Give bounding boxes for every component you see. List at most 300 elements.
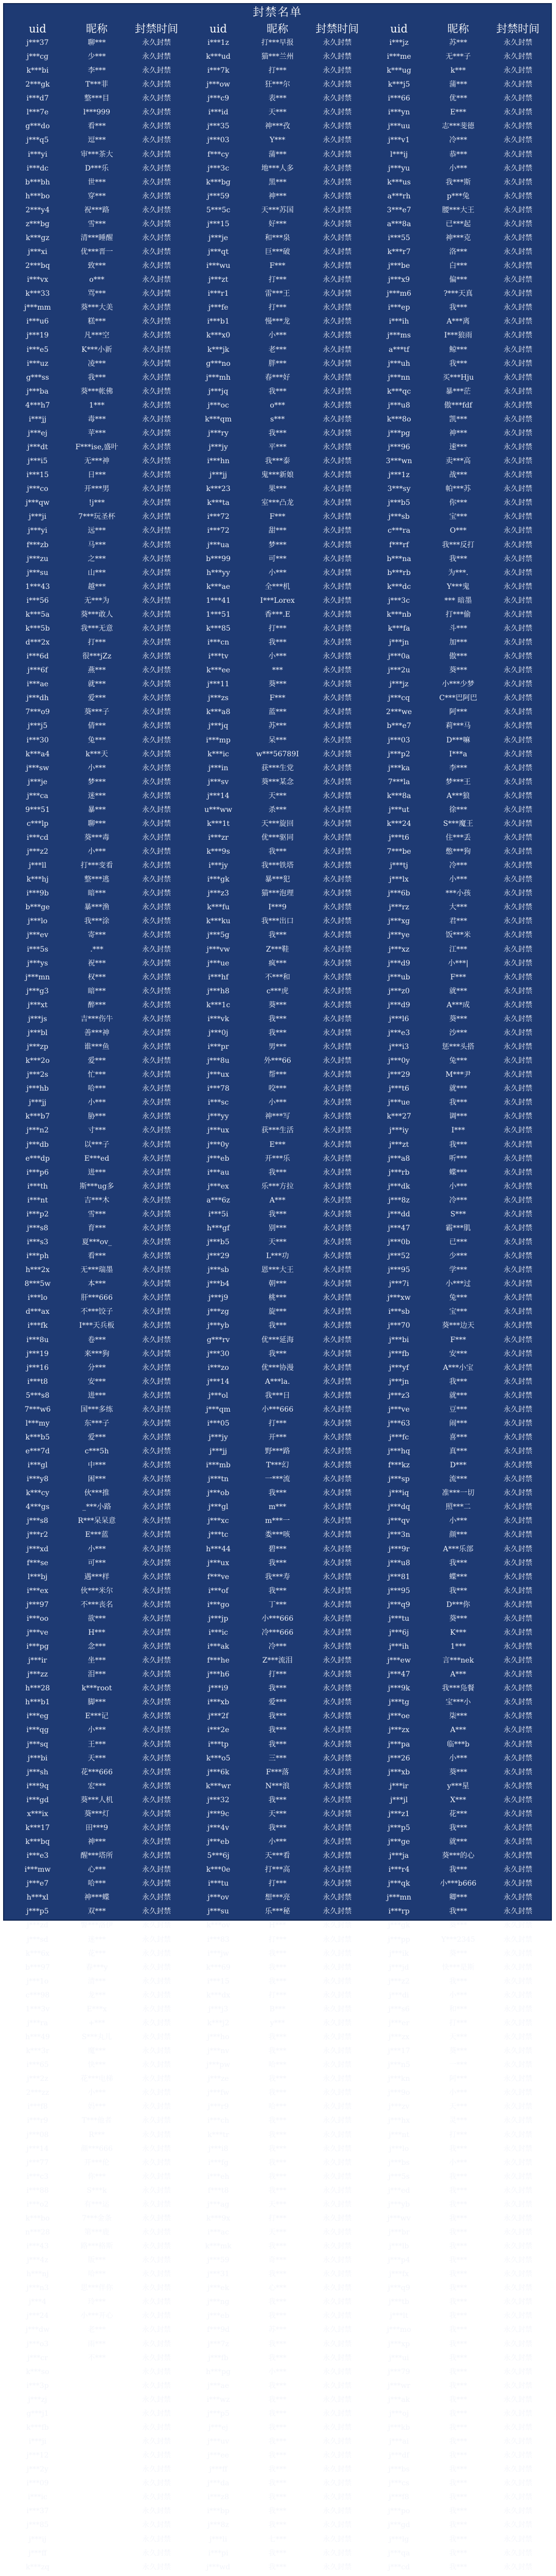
ban-time-cell: 永久封禁 — [323, 1071, 352, 1079]
ban-time-cell: 永久封禁 — [142, 1071, 171, 1079]
nickname-cell: 外***66 — [264, 1057, 291, 1065]
uid-cell: k***ku — [206, 917, 231, 926]
uid-cell: k***bg — [206, 178, 231, 187]
nickname-cell: 雨*** — [88, 2340, 106, 2348]
nickname-cell: 好*** — [268, 219, 287, 228]
nickname-cell: 葵*** — [449, 2047, 467, 2056]
nickname-cell: 哈*** — [268, 2103, 287, 2111]
uid-cell: j***iq — [389, 1489, 409, 1498]
ban-time-cell: 永久封禁 — [503, 2214, 532, 2223]
ban-time-cell: 永久封禁 — [323, 1028, 352, 1037]
nickname-cell: 我*** — [449, 2395, 467, 2404]
nickname-cell: 我*** — [268, 2312, 287, 2320]
table-row — [7, 887, 549, 901]
nickname-cell: F***ise,盛叶 — [75, 443, 118, 452]
uid-cell: f***ve — [207, 1572, 230, 1581]
uid-cell: i***xb — [207, 1698, 230, 1707]
nickname-cell: 甜*** — [268, 527, 287, 535]
table-row — [7, 190, 549, 204]
uid-cell: j***dt — [27, 443, 48, 452]
nickname-cell: 天*** — [268, 1809, 287, 1818]
nickname-cell: 七*** — [268, 2535, 287, 2544]
nickname-cell: _***小路 — [82, 1503, 111, 1512]
nickname-cell: 优***晋一 — [80, 248, 113, 257]
nickname-cell: 乐***方拉 — [261, 1182, 294, 1191]
uid-cell: j***oe — [388, 1712, 410, 1721]
nickname-cell: M***尹 — [445, 1071, 471, 1079]
nickname-cell: 我*** — [449, 2409, 467, 2418]
table-row — [7, 1821, 549, 1835]
table-row — [7, 427, 549, 440]
uid-cell: j***su — [207, 1907, 229, 1916]
nickname-cell: 我*** — [268, 2353, 287, 2362]
nickname-cell: 兔*** — [88, 736, 106, 744]
ban-time-cell: 永久封禁 — [142, 1014, 171, 1023]
uid-cell: j***6f — [27, 666, 48, 675]
nickname-cell: 忙*** — [88, 1071, 106, 1079]
ban-time-cell: 永久封禁 — [323, 596, 352, 605]
ban-time-cell: 永久封禁 — [142, 1363, 171, 1372]
ban-time-cell: 永久封禁 — [323, 931, 352, 940]
nickname-cell: 冷*** — [268, 1642, 287, 1651]
nickname-cell: 我*** — [268, 2549, 287, 2557]
uid-cell: j***03 — [207, 136, 230, 145]
uid-cell: k***dx — [206, 1991, 231, 1999]
nickname-cell: 无***为 — [84, 596, 110, 605]
uid-cell: j***m6 — [387, 290, 411, 298]
nickname-cell — [68, 2463, 126, 2477]
ban-time-cell: 永久封禁 — [142, 1503, 171, 1512]
uid-cell: j***f8 — [389, 2493, 409, 2502]
uid-cell: j***mo — [387, 2326, 411, 2334]
nickname-cell: 你*** — [449, 499, 467, 507]
ban-time-cell: 永久封禁 — [503, 2535, 532, 2544]
ban-time-cell: 永久封禁 — [142, 66, 171, 75]
ban-time-cell: 永久封禁 — [323, 136, 352, 145]
ban-time-cell: 永久封禁 — [503, 1726, 532, 1735]
nickname-cell: *** 暗墨 — [444, 596, 472, 605]
uid-cell: j***47 — [388, 1670, 410, 1679]
nickname-cell: m*** — [268, 1503, 287, 1512]
nickname-cell: F*** — [269, 694, 286, 703]
ban-time-cell — [126, 2574, 187, 2576]
nickname-cell: 有***运 — [84, 2200, 110, 2209]
uid-cell: j***q9 — [388, 2284, 410, 2293]
nickname-cell: 不***丧名 — [80, 1600, 113, 1609]
ban-time-cell: 永久封禁 — [323, 624, 352, 633]
nickname-cell — [68, 2477, 126, 2490]
ban-time-cell: 永久封禁 — [503, 596, 532, 605]
nickname-cell: 山*** — [88, 568, 106, 577]
nickname-cell: 惩***头搭 — [442, 1043, 475, 1052]
ban-time-cell: 永久封禁 — [503, 53, 532, 61]
uid-cell: j***cg — [26, 53, 49, 61]
table-row — [7, 2198, 549, 2212]
uid-cell: j***d9 — [388, 1001, 410, 1009]
nickname-cell: 葵***边天 — [442, 1321, 475, 1330]
nickname-cell: 我*** — [268, 2298, 287, 2307]
uid-cell: j***nt — [389, 2130, 409, 2139]
table-row — [7, 594, 549, 608]
ban-time-cell: 永久封禁 — [503, 2144, 532, 2153]
table-row — [7, 859, 549, 873]
uid-cell: i***c3 — [26, 2172, 49, 2181]
ban-time-cell: 永久封禁 — [323, 1991, 352, 1999]
table-row — [7, 1417, 549, 1431]
ban-time-cell: 永久封禁 — [503, 1545, 532, 1553]
nickname-cell: 小***少梦 — [442, 680, 475, 689]
ban-time-cell: 永久封禁 — [323, 903, 352, 912]
nickname-cell: 李*** — [449, 764, 467, 772]
uid-cell: j***jj — [209, 1447, 228, 1456]
nickname-cell: 葵*** — [449, 666, 467, 675]
ban-time-cell: 永久封禁 — [503, 2451, 532, 2460]
uid-cell: j***77 — [26, 2158, 49, 2167]
uid-cell: i***dc — [26, 164, 49, 173]
nickname-cell: 雪*** — [88, 1210, 106, 1218]
nickname-cell: 来***狗 — [84, 1349, 110, 1358]
nickname-cell: 看*** — [88, 122, 106, 131]
nickname-cell: 我*** — [268, 1014, 287, 1023]
nickname-cell: 神***克 — [445, 233, 471, 242]
uid-cell: j***t6 — [389, 1084, 409, 1093]
uid-cell: j***i8 — [208, 2144, 229, 2153]
nickname-cell: 优***驱同 — [261, 833, 294, 842]
uid-cell: b***rb — [387, 568, 411, 577]
ban-time-cell: 永久封禁 — [142, 471, 171, 480]
nickname-cell: 蒲*** — [268, 150, 287, 159]
ban-time-cell: 永久封禁 — [323, 2172, 352, 2181]
nickname-cell: 以***子 — [84, 1140, 110, 1149]
ban-time-cell: 永久封禁 — [503, 2367, 532, 2376]
table-row — [7, 1305, 549, 1319]
uid-cell: k***27 — [387, 1112, 411, 1121]
ban-time-cell: 永久封禁 — [142, 2535, 171, 2544]
ban-time-cell: 永久封禁 — [503, 2242, 532, 2251]
nickname-cell: 哈*** — [88, 1084, 106, 1093]
uid-cell: i***9q — [26, 1782, 49, 1790]
nickname-cell: 男*** — [268, 1043, 287, 1052]
uid-cell: i***78 — [207, 1084, 230, 1093]
ban-time-cell: 永久封禁 — [503, 945, 532, 954]
uid-cell: g***j1 — [26, 2409, 49, 2418]
ban-time-cell: 永久封禁 — [503, 136, 532, 145]
uid-cell: j***ji — [28, 513, 47, 521]
ban-time-cell: 永久封禁 — [503, 2047, 532, 2056]
uid-cell: i***ep — [388, 303, 410, 312]
ban-time-cell: 永久封禁 — [503, 192, 532, 200]
nickname-cell: 我*** — [449, 2228, 467, 2236]
nickname-cell: 越*** — [88, 582, 106, 591]
uid-cell: j***z3 — [388, 1391, 410, 1400]
ban-time-cell: 永久封禁 — [503, 1866, 532, 1874]
uid-cell: l***7e — [26, 108, 49, 117]
nickname-cell — [68, 2365, 126, 2379]
nickname-cell: 朝*** — [268, 1280, 287, 1289]
uid-cell: j***sw — [26, 764, 49, 772]
ban-time-cell: 永久封禁 — [323, 276, 352, 284]
ban-time-cell: 永久封禁 — [503, 387, 532, 396]
ban-time-cell: 永久封禁 — [142, 2284, 171, 2293]
ban-time-cell: 永久封禁 — [323, 1335, 352, 1344]
nickname-cell: 醉*** — [88, 1001, 106, 1009]
nickname-cell: 沙*** — [449, 1028, 467, 1037]
nickname-cell: 室***凸龙 — [261, 499, 294, 507]
nickname-cell: 获***生党 — [261, 764, 294, 772]
ban-time-cell: 永久封禁 — [323, 1949, 352, 1958]
uid-cell: i***e5 — [26, 345, 49, 354]
ban-time-cell: 永久封禁 — [503, 1224, 532, 1232]
ban-time-cell: 永久封禁 — [503, 499, 532, 507]
ban-time-cell: 永久封禁 — [503, 2284, 532, 2293]
ban-time-cell: 永久封禁 — [323, 791, 352, 800]
uid-cell: i***5s — [27, 945, 48, 954]
uid-cell: j***ge — [388, 1838, 410, 1846]
ban-time-cell: 永久封禁 — [503, 1349, 532, 1358]
nickname-cell: S*** — [450, 1210, 466, 1218]
nickname-cell: 果*** — [268, 485, 287, 494]
uid-cell: i***gd — [26, 1795, 49, 1804]
uid-cell: j***97 — [26, 1600, 49, 1609]
uid-cell: j***15 — [207, 219, 230, 228]
ban-time-cell: 永久封禁 — [142, 1795, 171, 1804]
table-row — [7, 943, 549, 957]
ban-time-cell: 永久封禁 — [503, 1907, 532, 1916]
uid-cell: j***9k — [388, 1684, 410, 1693]
ban-time-cell: 永久封禁 — [323, 1782, 352, 1790]
nickname-cell: 豆*** — [449, 1405, 467, 1414]
nickname-cell: 少*** — [449, 1252, 467, 1261]
ban-time-cell: 永久封禁 — [142, 2214, 171, 2223]
ban-time-cell: 永久封禁 — [142, 2061, 171, 2070]
nickname-cell: 天*** — [268, 2200, 287, 2209]
uid-cell: j***in — [208, 764, 229, 772]
uid-cell: i***8u — [26, 1335, 49, 1344]
uid-cell: i***mp — [206, 736, 231, 744]
nickname-cell: 骂*** — [88, 290, 106, 298]
uid-cell: 1***41 — [206, 596, 231, 605]
ban-time-cell: 永久封禁 — [142, 1768, 171, 1776]
header-uid: uid — [210, 23, 227, 35]
uid-cell: 9***51 — [25, 805, 50, 814]
table-header — [7, 22, 549, 36]
ban-time-cell: 永久封禁 — [323, 1112, 352, 1121]
ban-time-cell: 永久封禁 — [142, 861, 171, 870]
uid-cell: i***65 — [26, 2061, 49, 2070]
uid-cell: b***bh — [25, 178, 50, 187]
ban-time-cell: 永久封禁 — [323, 1572, 352, 1581]
nickname-cell: 小*** — [268, 331, 287, 340]
ban-time-cell: 永久封禁 — [323, 2103, 352, 2111]
table-row — [7, 413, 549, 427]
nickname-cell: 洛*** — [449, 248, 467, 257]
nickname-cell: 神***写 — [265, 1112, 290, 1121]
uid-cell: j***z0 — [388, 987, 410, 995]
uid-cell: k***6x — [25, 1949, 50, 1958]
ban-time-cell: 永久封禁 — [142, 401, 171, 410]
uid-cell: j***3c — [388, 596, 410, 605]
ban-time-cell: 永久封禁 — [142, 889, 171, 898]
ban-time-cell: 永久封禁 — [142, 457, 171, 466]
ban-time-cell: 永久封禁 — [503, 471, 532, 480]
ban-time-cell: 永久封禁 — [503, 1461, 532, 1470]
uid-cell: j***lo — [389, 2144, 409, 2153]
nickname-cell: 版*** — [88, 2256, 106, 2265]
uid-cell: 2***zz — [26, 2089, 49, 2097]
ban-time-cell: 永久封禁 — [323, 554, 352, 563]
uid-cell: j***br — [388, 2228, 410, 2236]
ban-time-cell: 永久封禁 — [323, 1879, 352, 1888]
nickname-cell: 我*** — [449, 1907, 467, 1916]
ban-time-cell: 永久封禁 — [142, 931, 171, 940]
nickname-cell: 迷*** — [88, 791, 106, 800]
uid-cell: j***9o — [388, 2089, 410, 2097]
table-row — [7, 1766, 549, 1780]
ban-time-cell: 永久封禁 — [142, 1726, 171, 1735]
nickname-cell: 我*** — [449, 2381, 467, 2390]
nickname-cell: 打*** — [268, 66, 287, 75]
nickname-cell: Y*** — [269, 136, 286, 145]
uid-cell: j***3c — [207, 164, 230, 173]
table-row — [7, 1640, 549, 1654]
uid-cell: 2***y4 — [25, 206, 50, 214]
ban-time-cell: 永久封禁 — [503, 2493, 532, 2502]
nickname-cell: 1*** — [89, 401, 105, 410]
uid-cell: j***cs — [388, 2479, 410, 2488]
ban-time-cell: 永久封禁 — [142, 1628, 171, 1637]
uid-cell: j***8z — [388, 1196, 410, 1205]
ban-time-cell: 永久封禁 — [323, 2130, 352, 2139]
ban-time-cell: 永久封禁 — [503, 1656, 532, 1665]
ban-time-cell: 永久封禁 — [142, 1140, 171, 1149]
nickname-cell: 权*** — [88, 973, 106, 981]
nickname-cell: 春***好 — [265, 373, 290, 382]
nickname-cell: 蓝*** — [268, 708, 287, 717]
nickname-cell: 野***路 — [265, 1447, 290, 1456]
uid-cell: j***ai — [389, 2437, 409, 2446]
nickname-cell: 葵***人机 — [80, 1795, 113, 1804]
uid-cell: k***wr — [205, 1782, 231, 1790]
nickname-cell — [68, 2490, 126, 2504]
nickname-cell: 帮*** — [268, 1071, 287, 1079]
uid-cell: j***tb — [389, 2298, 409, 2307]
uid-cell: j***v1 — [388, 136, 410, 145]
ban-time-cell: 永久封禁 — [323, 108, 352, 117]
uid-cell: j***jn — [389, 638, 409, 647]
ban-time-cell: 永久封禁 — [323, 192, 352, 200]
ban-time-cell: 永久封禁 — [323, 2186, 352, 2195]
ban-time-cell: 永久封禁 — [503, 861, 532, 870]
uid-cell: k***tr — [207, 2130, 229, 2139]
uid-cell: j***ol — [208, 1391, 229, 1400]
nickname-cell: 龙*** — [88, 1991, 106, 1999]
nickname-cell: 胖*** — [268, 359, 287, 368]
uid-cell: k***fa — [388, 624, 410, 633]
ban-time-cell: 永久封禁 — [142, 1028, 171, 1037]
table-row — [7, 204, 549, 217]
nickname-cell — [68, 2435, 126, 2449]
uid-cell: j***ae — [207, 2381, 229, 2390]
nickname-cell: 小*** — [88, 764, 106, 772]
ban-time-cell: 永久封禁 — [142, 2353, 171, 2362]
nickname-cell: 调*** — [449, 1112, 467, 1121]
nickname-cell: 傲*** — [449, 652, 467, 661]
table-row — [7, 2016, 549, 2030]
nickname-cell: 已*** — [449, 1238, 467, 1247]
ban-time-cell: 永久封禁 — [503, 1001, 532, 1009]
uid-cell: n***28 — [25, 2228, 50, 2236]
nickname-cell: F*** — [269, 262, 286, 270]
ban-time-cell: 永久封禁 — [323, 2089, 352, 2097]
nickname-cell: 天*** — [449, 2103, 467, 2111]
ban-time-cell: 永久封禁 — [503, 164, 532, 173]
uid-cell: l***my — [25, 1419, 50, 1428]
ban-time-cell: 永久封禁 — [323, 2033, 352, 2041]
nickname-cell: 我*** — [268, 2479, 287, 2488]
table-row — [7, 1375, 549, 1389]
ban-time-cell: 永久封禁 — [503, 1321, 532, 1330]
uid-cell: k***8a — [387, 791, 411, 800]
uid-cell: j***je — [28, 777, 47, 786]
nickname-cell: 志***斐德 — [442, 122, 475, 131]
nickname-cell: 天*** — [268, 108, 287, 117]
uid-cell: j***ba — [26, 387, 49, 396]
uid-cell: j***fb — [208, 2353, 229, 2362]
uid-cell: j***0j — [208, 1028, 229, 1037]
uid-cell: j***yb — [207, 1321, 230, 1330]
ban-time-cell: 永久封禁 — [323, 415, 352, 423]
nickname-cell: R***呆呆意 — [78, 1517, 116, 1526]
nickname-cell: 小***| — [448, 959, 468, 968]
nickname-cell: 乐***秘 — [265, 1907, 290, 1916]
uid-cell: k***2o — [25, 1057, 50, 1065]
uid-cell: i***p6 — [26, 1168, 49, 1177]
ban-time-cell: 永久封禁 — [323, 1866, 352, 1874]
nickname-cell: k*** — [450, 66, 466, 75]
ban-time-cell: 永久封禁 — [503, 931, 532, 940]
uid-cell: j***d9 — [388, 959, 410, 968]
nickname-cell: D***嘛 — [446, 736, 471, 744]
nickname-cell: 我*** — [268, 638, 287, 647]
ban-time-cell: 永久封禁 — [142, 1196, 171, 1205]
ban-time-cell: 永久封禁 — [503, 652, 532, 661]
ban-time-cell: 永久封禁 — [323, 1433, 352, 1442]
ban-time-cell: 永久封禁 — [503, 903, 532, 912]
ban-time-cell: 永久封禁 — [323, 1614, 352, 1623]
nickname-cell: 我*** — [449, 303, 467, 312]
nickname-cell: 小*** — [268, 568, 287, 577]
header-uid: uid — [390, 23, 408, 35]
uid-cell: j***zd — [27, 1921, 48, 1930]
ban-time-cell: 永久封禁 — [142, 108, 171, 117]
uid-cell: j***ob — [207, 1489, 230, 1498]
uid-cell: j***ff — [209, 2465, 228, 2474]
uid-cell: i***jj — [28, 415, 47, 423]
ban-time-cell: 永久封禁 — [323, 387, 352, 396]
nickname-cell: F***落 — [266, 1768, 289, 1776]
ban-time-cell: 永久封禁 — [503, 2409, 532, 2418]
ban-time-cell: 永久封禁 — [142, 1838, 171, 1846]
uid-cell: j***oc — [207, 401, 229, 410]
ban-time-cell: 永久封禁 — [503, 150, 532, 159]
ban-time-cell: 永久封禁 — [142, 276, 171, 284]
ban-time-cell: 永久封禁 — [142, 1977, 171, 1986]
ban-time-cell: 永久封禁 — [142, 1572, 171, 1581]
ban-time-cell: 永久封禁 — [503, 666, 532, 675]
nickname-cell: 我*** — [268, 1963, 287, 1972]
nickname-cell: Y***鬼 — [446, 582, 470, 591]
uid-cell: k***5b — [25, 624, 50, 633]
